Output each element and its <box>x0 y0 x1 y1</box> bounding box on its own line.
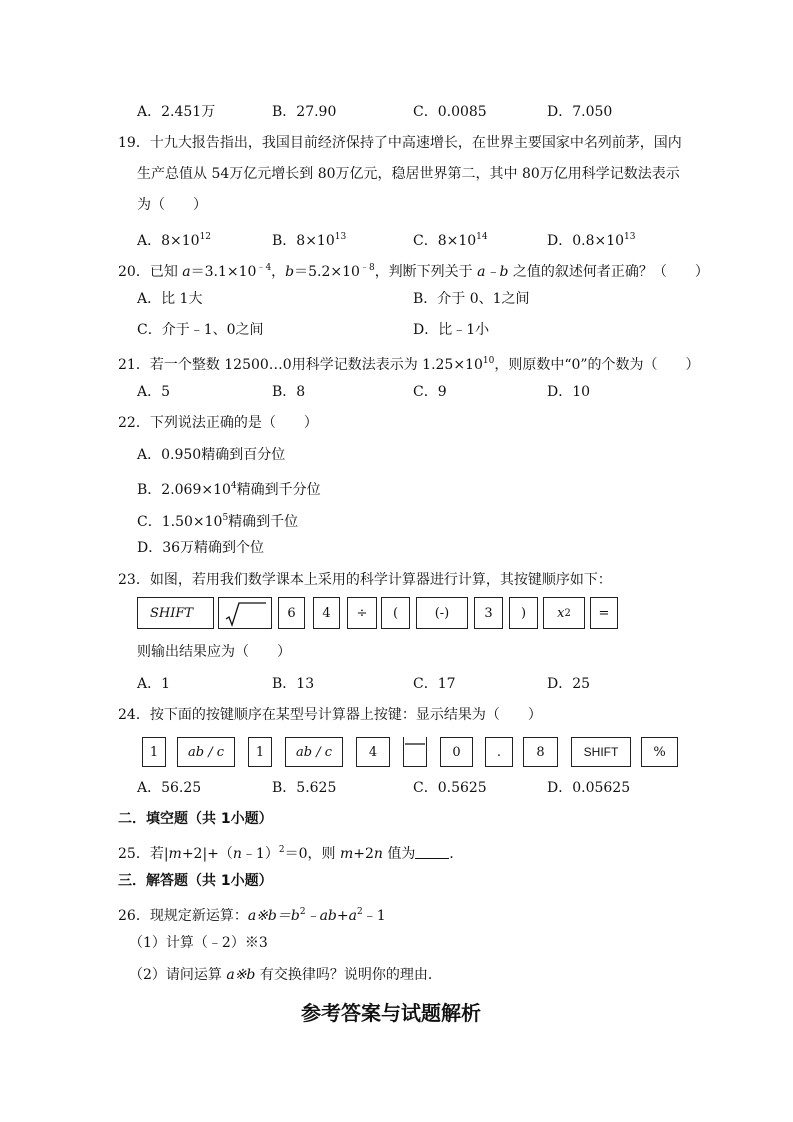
q26-part-2: （2）请问运算 a※b 有交换律吗？说明你的理由． <box>129 967 442 983</box>
calc2-key-dot: . <box>485 737 513 767</box>
section-solve-heading: 三．解答题（共 1小题） <box>118 873 273 889</box>
calc-key-sqrt <box>218 597 272 629</box>
q23-option-a: A．1 <box>137 676 171 692</box>
q20-option-c: C．介于﹣1、0之间 <box>137 322 264 338</box>
q24-stem: 24．按下面的按键顺序在某型号计算器上按键：显示结果为（ ） <box>118 707 542 723</box>
calc-key-equals: = <box>590 597 618 629</box>
q23-option-c: C．17 <box>413 676 456 692</box>
q22-option-b: B．$2.069\times 10^4$精确到千分位 <box>137 481 321 498</box>
q19-option-b: B．$8\times 10^{13}$ <box>272 232 347 249</box>
calc2-key-blank <box>403 737 427 767</box>
calc2-key-8: 8 <box>523 737 558 767</box>
calc2-key-fraction-2: ab / c <box>285 737 343 767</box>
q19-option-a: A．$8\times 10^{12}$ <box>137 232 212 249</box>
q22-option-d: D．36万精确到个位 <box>137 540 265 556</box>
calc-key-right-paren: ) <box>509 597 538 629</box>
q21-option-d: D．10 <box>547 384 591 400</box>
q23-option-d: D．25 <box>547 676 591 692</box>
q21-option-b: B．8 <box>272 384 306 400</box>
calc-key-6: 6 <box>278 597 305 629</box>
calc2-key-percent: % <box>641 737 678 767</box>
q26-part-1: （1）计算（﹣2）※3 <box>129 935 268 951</box>
q19-option-c: C．$8\times 10^{14}$ <box>413 232 488 249</box>
key-bar-icon <box>404 738 426 766</box>
q20-option-a: A．比 1大 <box>137 291 203 307</box>
q18-option-b: B．27.90 <box>272 104 337 120</box>
q22-option-c: C．$1.50\times 10^5$精确到千位 <box>137 513 299 530</box>
calc-key-shift: SHIFT <box>137 597 214 629</box>
calc-key-left-paren: ( <box>381 597 410 629</box>
q23-stem: 23．如图，若用我们数学课本上采用的科学计算器进行计算，其按键顺序如下： <box>118 572 612 588</box>
calc2-key-4: 4 <box>356 737 390 767</box>
q20-option-b: B．介于 0、1之间 <box>413 291 530 307</box>
q24-option-b: B．5.625 <box>272 780 337 796</box>
calc-key-divide: ÷ <box>347 597 377 629</box>
calc2-key-1: 1 <box>142 737 166 767</box>
q24-option-a: A．56.25 <box>137 780 202 796</box>
answer-section-title: 参考答案与试题解析 <box>301 1001 481 1025</box>
q21-option-c: C．9 <box>413 384 447 400</box>
q24-option-c: C．0.5625 <box>413 780 487 796</box>
calc-key-3: 3 <box>474 597 503 629</box>
sqrt-icon <box>220 599 270 627</box>
calc-key-square: x 2 <box>543 597 585 629</box>
q19-line-3: 为（ ） <box>137 197 207 213</box>
q20-stem: 20．已知 $a=3.1\times 10^{﹣4}$，$b=5.2\times 10^{﹣8}$，判断下列关于 a﹣b 之值的叙述何者正确？（ ） <box>118 263 709 280</box>
q19-line-1: 19．十九大报告指出，我国目前经济保持了中高速增长，在世界主要国家中名列前茅，国内 <box>118 135 682 151</box>
q24-option-d: D．0.05625 <box>547 780 631 796</box>
q22-stem: 22．下列说法正确的是（ ） <box>118 415 318 431</box>
answer-blank <box>415 846 449 859</box>
calc2-key-fraction: ab / c <box>177 737 235 767</box>
calc2-key-1b: 1 <box>248 737 272 767</box>
q20-option-d: D．比﹣1小 <box>413 322 490 338</box>
q25-stem: 25．若|m+2|+（n﹣1）$^2$＝0，则 m+2n 值为 ． <box>118 845 464 862</box>
q18-option-c: C．0.0085 <box>413 104 487 120</box>
calc2-key-shift: SHIFT <box>571 737 631 767</box>
q22-option-a: A．0.950精确到百分位 <box>137 447 286 463</box>
q26-stem: 26．现规定新运算：$a※b=b^2﹣ab+a^2﹣1$ <box>118 907 386 924</box>
q21-option-a: A．5 <box>137 384 171 400</box>
q21-stem: 21．若一个整数 12500…0用科学记数法表示为 $1.25\times 10^{10}$，则原数中“0”的个数为（ ） <box>118 356 700 373</box>
calc-key-4: 4 <box>313 597 340 629</box>
calc-key-negative: (-) <box>416 597 468 629</box>
q19-option-d: D．$0.8\times 10^{13}$ <box>547 232 636 249</box>
q19-line-2: 生产总值从 54万亿元增长到 80万亿元，稳居世界第二，其中 80万亿用科学记数法表示 <box>137 166 680 182</box>
q18-option-a: A．2.451万 <box>137 104 216 120</box>
q18-option-d: D．7.050 <box>547 104 613 120</box>
calc2-key-0: 0 <box>440 737 473 767</box>
q23-option-b: B．13 <box>272 676 315 692</box>
q23-after: 则输出结果应为（ ） <box>137 644 291 660</box>
section-fill-in-heading: 二．填空题（共 1小题） <box>118 811 273 827</box>
